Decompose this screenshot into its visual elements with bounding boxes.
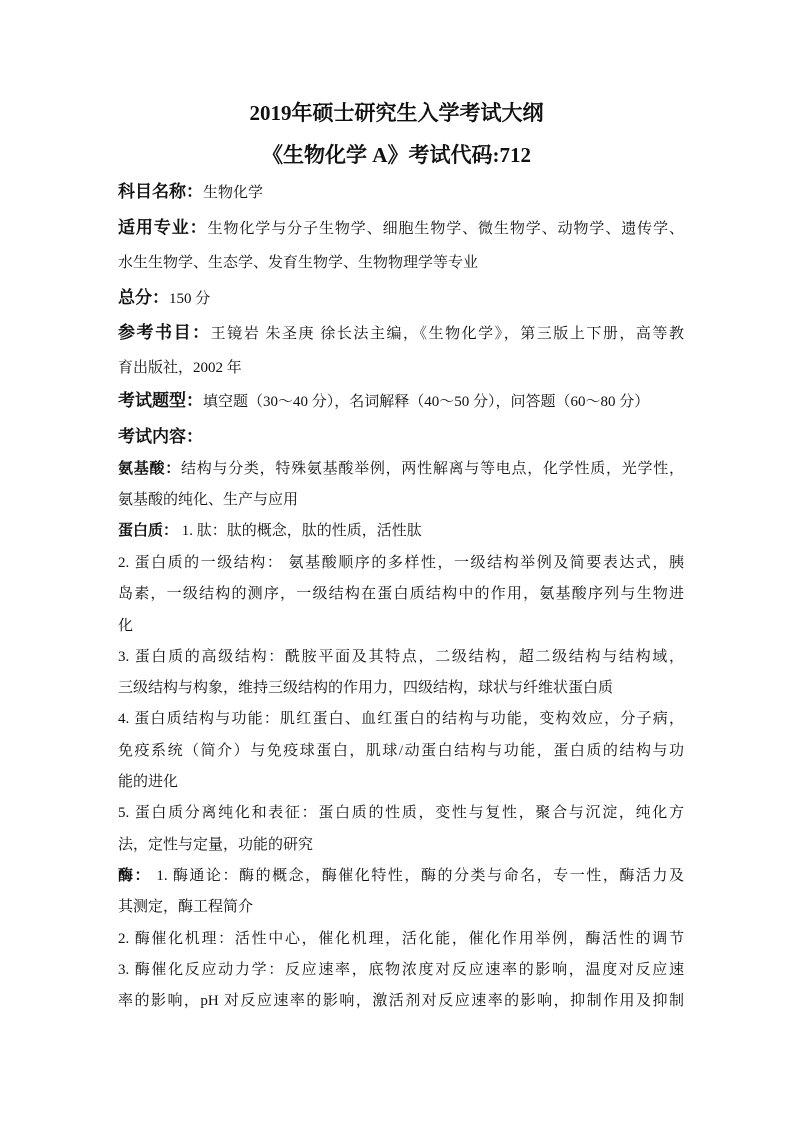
protein-item-3-cont: 三级结构与构象，维持三级结构的作用力，四级结构，球状与纤维状蛋白质 — [118, 680, 614, 696]
subject-label: 科目名称： — [118, 182, 203, 201]
protein-item-4-end: 能的进化 — [118, 774, 179, 790]
protein-label: 蛋白质： — [118, 523, 179, 539]
types-line — [118, 390, 684, 413]
books-text: 王镜岩 朱圣庚 徐长法主编，《生物化学》，第三版上下册，高等教 — [210, 326, 684, 342]
amino-line — [118, 458, 684, 480]
amino-label: 氨基酸： — [118, 461, 181, 477]
amino-text: 结构与分类，特殊氨基酸举例，两性解离与等电点，化学性质，光学性， — [180, 461, 684, 477]
enzyme-line — [118, 865, 684, 887]
books-label: 参考书目： — [118, 323, 211, 342]
enzyme-item-3-cont: 率的影响，pH 对反应速率的影响，激活剂对反应速率的影响，抑制作用及抑制 — [118, 993, 684, 1009]
protein-item-2-end: 化 — [118, 618, 134, 634]
enzyme-item-1-cont: 其测定，酶工程简介 — [118, 899, 254, 915]
content-heading: 考试内容： — [118, 427, 203, 446]
majors-line — [118, 217, 684, 240]
enzyme-item-2: 2. 酶催化机理：活性中心，催化机理，活化能，催化作用举例，酶活性的调节 — [118, 931, 684, 947]
document-subtitle: 《生物化学 A》考试代码:712 — [262, 143, 531, 167]
subject-line — [118, 181, 684, 204]
document-title: 2019年硕士研究生入学考试大纲 — [249, 101, 544, 125]
protein-line — [118, 520, 684, 542]
books-line-2: 育出版社，2002 年 — [118, 360, 242, 376]
enzyme-label: 酶： — [118, 868, 152, 884]
subject-value: 生物化学 — [203, 185, 264, 201]
enzyme-item-3: 3. 酶催化反应动力学：反应速率，底物浓度对反应速率的影响，温度对反应速 — [118, 962, 684, 978]
protein-item-4: 4. 蛋白质结构与功能：肌红蛋白、血红蛋白的结构与功能，变构效应，分子病， — [118, 711, 684, 727]
majors-label: 适用专业： — [118, 218, 208, 237]
total-line — [118, 287, 684, 310]
types-value: 填空题（30～40 分），名词解释（40～50 分），问答题（60～80 分） — [203, 394, 650, 410]
total-label: 总分： — [118, 288, 169, 307]
types-label: 考试题型： — [118, 391, 203, 410]
total-value: 150 分 — [169, 291, 211, 307]
protein-item-5: 5. 蛋白质分离纯化和表征：蛋白质的性质，变性与复性，聚合与沉淀，纯化方 — [118, 805, 684, 821]
amino-line-2: 氨基酸的纯化、生产与应用 — [118, 492, 299, 508]
majors-text: 生物化学与分子生物学、细胞生物学、微生物学、动物学、遗传学、 — [207, 221, 684, 237]
protein-item-4-cont: 免疫系统（简介）与免疫球蛋白，肌球/动蛋白结构与功能，蛋白质的结构与功 — [118, 743, 684, 759]
majors-line-2: 水生生物学、生态学、发育生物学、生物物理学等专业 — [118, 255, 479, 271]
protein-item-2-cont: 岛素，一级结构的测序，一级结构在蛋白质结构中的作用，氨基酸序列与生物进 — [118, 586, 684, 602]
protein-item-3: 3. 蛋白质的高级结构：酰胺平面及其特点，二级结构，超二级结构与结构域， — [118, 649, 684, 665]
enzyme-item-1: 1. 酶通论：酶的概念，酶催化特性，酶的分类与命名，专一性，酶活力及 — [151, 868, 684, 884]
protein-item-1: 1. 肽：肽的概念，肽的性质，活性肽 — [178, 523, 422, 539]
books-line — [118, 322, 684, 345]
protein-item-5-cont: 法，定性与定量，功能的研究 — [118, 837, 314, 853]
protein-item-2: 2. 蛋白质的一级结构： 氨基酸顺序的多样性，一级结构举例及简要表达式，胰 — [118, 555, 684, 571]
